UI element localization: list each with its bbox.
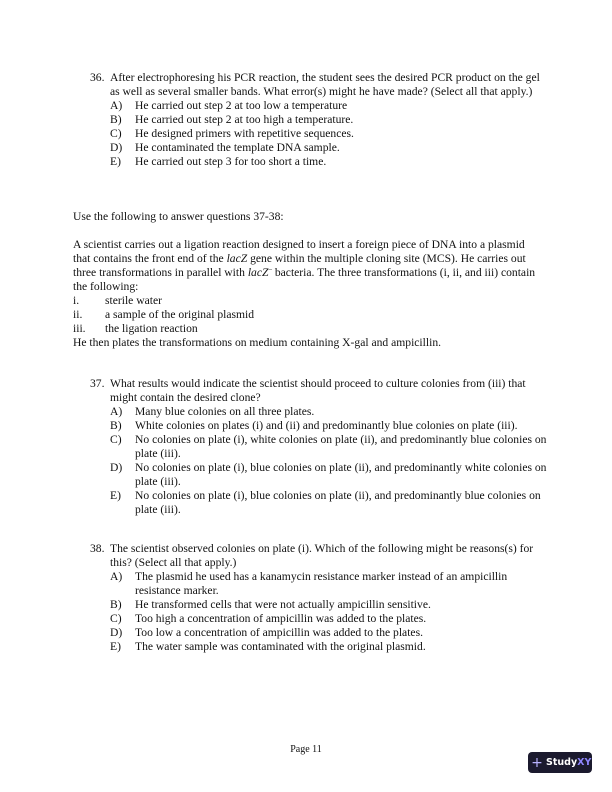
- list-text: the ligation reaction: [105, 322, 198, 335]
- option-d: [110, 141, 550, 155]
- option-e: [110, 640, 550, 654]
- option-text: Too low a concentration of ampicillin was added to the plates.: [135, 626, 423, 639]
- option-c: [110, 612, 550, 626]
- options: [110, 570, 550, 654]
- text: gene within the multiple cloning site (MCS). He carries out three transformations in parallel with: [73, 252, 526, 279]
- logo-text: Study: [546, 756, 578, 768]
- gene-name: lacZ: [226, 252, 248, 265]
- option-c: [110, 127, 550, 141]
- option-letter: A): [110, 99, 123, 112]
- option-letter: B): [110, 113, 122, 126]
- option-b: [110, 598, 550, 612]
- option-a: [110, 99, 550, 113]
- question-38: [90, 542, 550, 654]
- option-text: No colonies on plate (i), blue colonies on plate (ii), and predominantly white colonies on plate (iii).: [135, 461, 547, 488]
- option-text: Too high a concentration of ampicillin was added to the plates.: [135, 612, 427, 625]
- option-text: He transformed cells that were not actually ampicillin sensitive.: [135, 598, 431, 611]
- studyxy-logo[interactable]: [528, 752, 592, 773]
- question-text: After electrophoresing his PCR reaction, the student sees the desired PCR product on the gel as well as several smaller bands. What error(s) might he have made? (Select all that apply.): [110, 71, 540, 98]
- question-number: 37.: [90, 377, 105, 390]
- option-text: The water sample was contaminated with the original plasmid.: [135, 640, 426, 653]
- option-text: The plasmid he used has a kanamycin resistance marker instead of an ampicillin resistance marker.: [135, 570, 508, 597]
- option-letter: C): [110, 127, 122, 140]
- options: [110, 99, 550, 169]
- option-text: No colonies on plate (i), blue colonies on plate (ii), and predominantly blue colonies on plate (iii).: [135, 489, 541, 516]
- option-a: [110, 405, 550, 419]
- list-number: iii.: [73, 322, 86, 335]
- option-b: [110, 419, 550, 433]
- option-d: [110, 461, 550, 489]
- question-text: What results would indicate the scientist should proceed to culture colonies from (iii) that might contain the desired clone?: [110, 377, 526, 404]
- list-item: [73, 322, 543, 336]
- option-letter: D): [110, 141, 123, 154]
- question-number: 38.: [90, 542, 105, 555]
- question-37: [90, 377, 550, 517]
- passage-text: [73, 238, 543, 294]
- option-letter: E): [110, 640, 121, 653]
- option-letter: B): [110, 419, 122, 432]
- option-c: [110, 433, 550, 461]
- option-letter: D): [110, 461, 123, 474]
- option-letter: E): [110, 489, 121, 502]
- option-text: White colonies on plates (i) and (ii) and predominantly blue colonies on plate (iii).: [135, 419, 518, 432]
- option-letter: C): [110, 612, 122, 625]
- instructions: Use the following to answer questions 37-38:: [73, 210, 284, 223]
- option-text: He carried out step 2 at too low a temperature: [135, 99, 348, 112]
- list-text: sterile water: [105, 294, 162, 307]
- text: A scientist carries out a ligation reaction designed to insert a foreign piece of DNA into a plasmid that contains the front end of the: [73, 238, 525, 265]
- option-text: Many blue colonies on all three plates.: [135, 405, 315, 418]
- gene-name: lacZ: [247, 266, 269, 279]
- list-number: ii.: [73, 308, 83, 321]
- logo-text-accent: XY: [577, 756, 592, 768]
- options: [110, 405, 550, 517]
- option-text: He carried out step 3 for too short a time.: [135, 155, 327, 168]
- plus-icon: +: [531, 754, 543, 771]
- option-letter: D): [110, 626, 123, 639]
- list-number: i.: [73, 294, 80, 307]
- text: bacteria. The three transformations (i, ii, and iii) contain the following:: [73, 266, 536, 293]
- option-a: [110, 570, 550, 598]
- option-letter: C): [110, 433, 122, 446]
- question-36: [90, 71, 550, 169]
- option-e: [110, 489, 550, 517]
- option-text: He carried out step 2 at too high a temperature.: [135, 113, 354, 126]
- page-number: Page 11: [290, 744, 322, 755]
- option-letter: A): [110, 570, 123, 583]
- option-text: He contaminated the template DNA sample.: [135, 141, 340, 154]
- list-item: [73, 308, 543, 322]
- option-d: [110, 626, 550, 640]
- option-b: [110, 113, 550, 127]
- question-number: 36.: [90, 71, 105, 84]
- passage: [73, 238, 543, 350]
- list-item: [73, 294, 543, 308]
- option-e: [110, 155, 550, 169]
- option-letter: A): [110, 405, 123, 418]
- question-text: The scientist observed colonies on plate (i). Which of the following might be reasons(s) for this? (Select all that apply.): [110, 542, 534, 569]
- option-letter: B): [110, 598, 122, 611]
- option-text: No colonies on plate (i), white colonies on plate (ii), and predominantly blue colonies on plate (iii).: [135, 433, 547, 460]
- passage-closing: He then plates the transformations on medium containing X-gal and ampicillin.: [73, 336, 442, 349]
- superscript: –: [268, 265, 272, 274]
- option-text: He designed primers with repetitive sequences.: [135, 127, 354, 140]
- list-text: a sample of the original plasmid: [105, 308, 255, 321]
- option-letter: E): [110, 155, 121, 168]
